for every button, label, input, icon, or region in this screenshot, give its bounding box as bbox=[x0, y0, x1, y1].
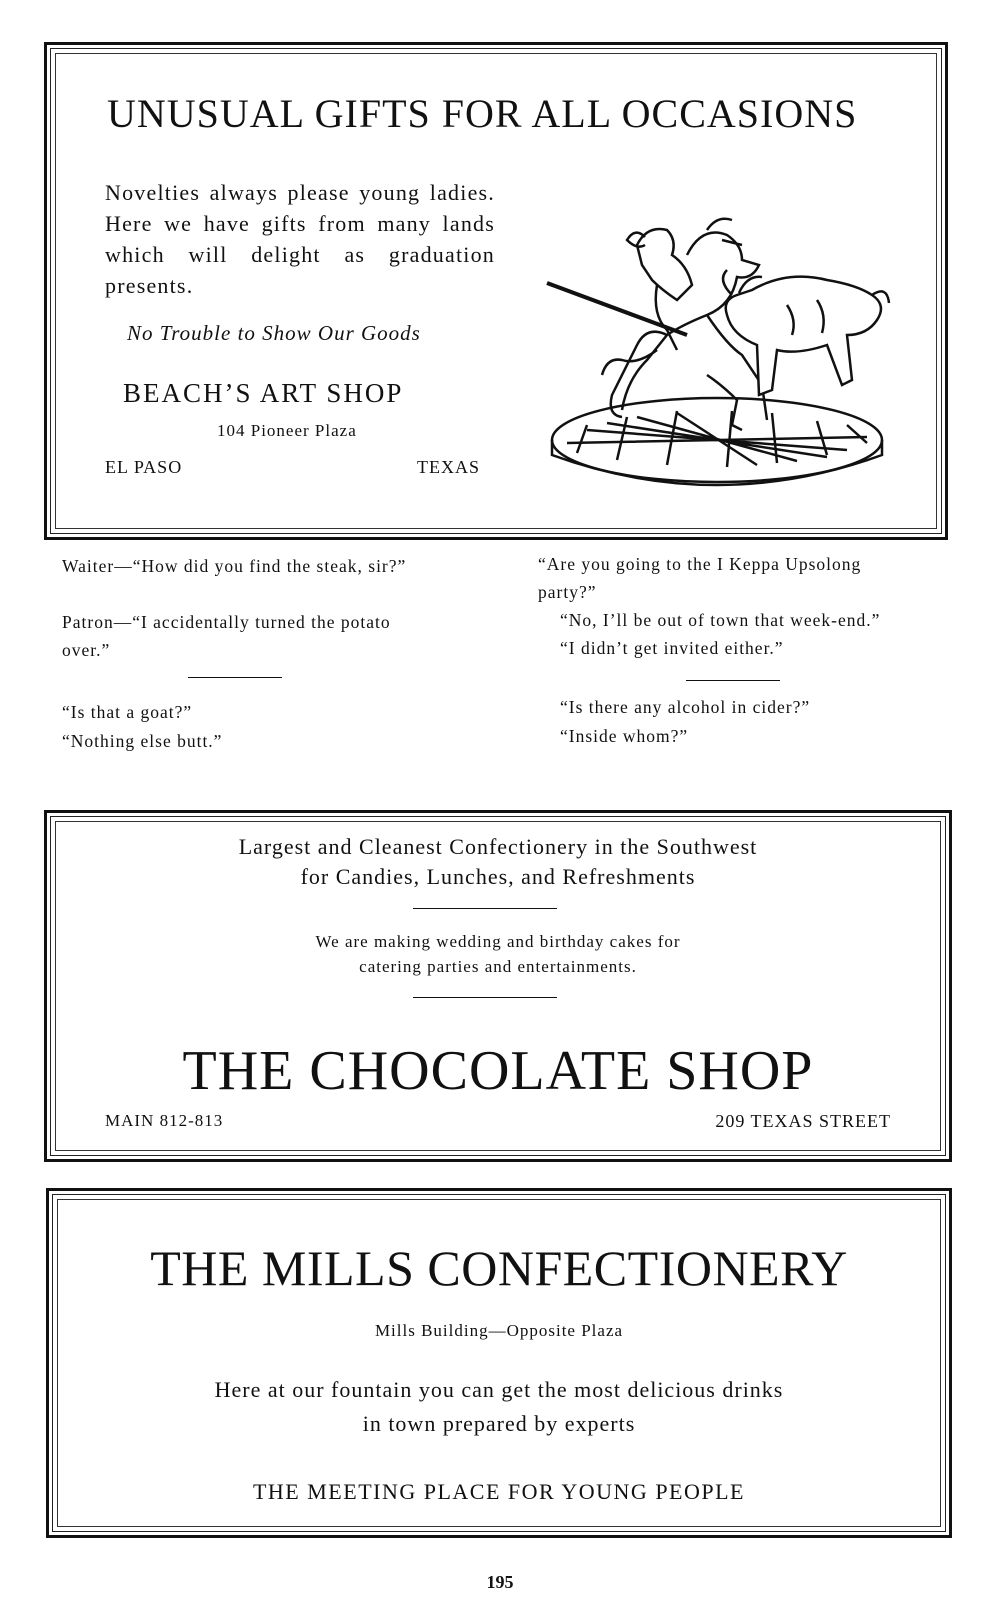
ad-body-text bbox=[49, 1373, 949, 1441]
ad-body-line: Here at our fountain you can get the most delicious drinks bbox=[214, 1377, 784, 1402]
joke-line: Patron—“I accidentally turned the potato over.” bbox=[62, 612, 391, 660]
ad-headline: UNUSUAL GIFTS FOR ALL OCCASIONS bbox=[107, 91, 858, 136]
divider bbox=[686, 680, 780, 681]
divider bbox=[413, 997, 557, 998]
ad-slogan: THE MEETING PLACE FOR YOUNG PEOPLE bbox=[252, 1479, 745, 1504]
phone-number: MAIN 812-813 bbox=[105, 1111, 224, 1130]
ad-small-line: catering parties and entertainments. bbox=[359, 957, 637, 976]
shop-name: THE MILLS CONFECTIONERY bbox=[150, 1240, 848, 1296]
shop-state: TEXAS bbox=[417, 457, 480, 477]
joke-line: Waiter—“How did you find the steak, sir?” bbox=[62, 556, 407, 576]
joke-line: “I didn’t get invited either.” bbox=[560, 638, 784, 658]
ad-body-text: Novelties always please young ladies. Here we have gifts from many lands which will delight as graduation presents. bbox=[105, 180, 495, 298]
joke-line: “No, I’ll be out of town that week-end.” bbox=[560, 610, 881, 630]
mills-confectionery-ad bbox=[46, 1188, 952, 1538]
joke-line: “Is there any alcohol in cider?” bbox=[560, 697, 811, 717]
ad-body-line: in town prepared by experts bbox=[362, 1411, 636, 1436]
ad-tagline: No Trouble to Show Our Goods bbox=[127, 321, 421, 345]
divider bbox=[413, 908, 557, 909]
shop-name: THE CHOCOLATE SHOP bbox=[182, 1040, 814, 1102]
shop-address: 209 TEXAS STREET bbox=[715, 1111, 891, 1131]
shop-address: 104 Pioneer Plaza bbox=[217, 421, 357, 440]
ad-line: for Candies, Lunches, and Refreshments bbox=[300, 864, 696, 889]
shop-name: BEACH’S ART SHOP bbox=[123, 378, 404, 408]
shop-location: Mills Building—Opposite Plaza bbox=[374, 1321, 624, 1340]
bullfight-figurine-icon bbox=[527, 185, 907, 505]
ad-line: Largest and Cleanest Confectionery in the Southwest bbox=[238, 834, 758, 859]
beach-art-shop-ad bbox=[44, 42, 948, 540]
joke-line: “Inside whom?” bbox=[560, 726, 689, 746]
ad-small-line: We are making wedding and birthday cakes for bbox=[315, 932, 681, 951]
joke-line: “Is that a goat?” bbox=[62, 702, 193, 722]
joke-line: “Nothing else butt.” bbox=[62, 731, 223, 751]
joke-line: “Are you going to the I Keppa Upsolong party?” bbox=[538, 554, 862, 602]
page-number: 195 bbox=[486, 1572, 514, 1592]
divider bbox=[188, 677, 282, 678]
chocolate-shop-ad bbox=[44, 810, 952, 1162]
shop-city: EL PASO bbox=[105, 457, 183, 477]
